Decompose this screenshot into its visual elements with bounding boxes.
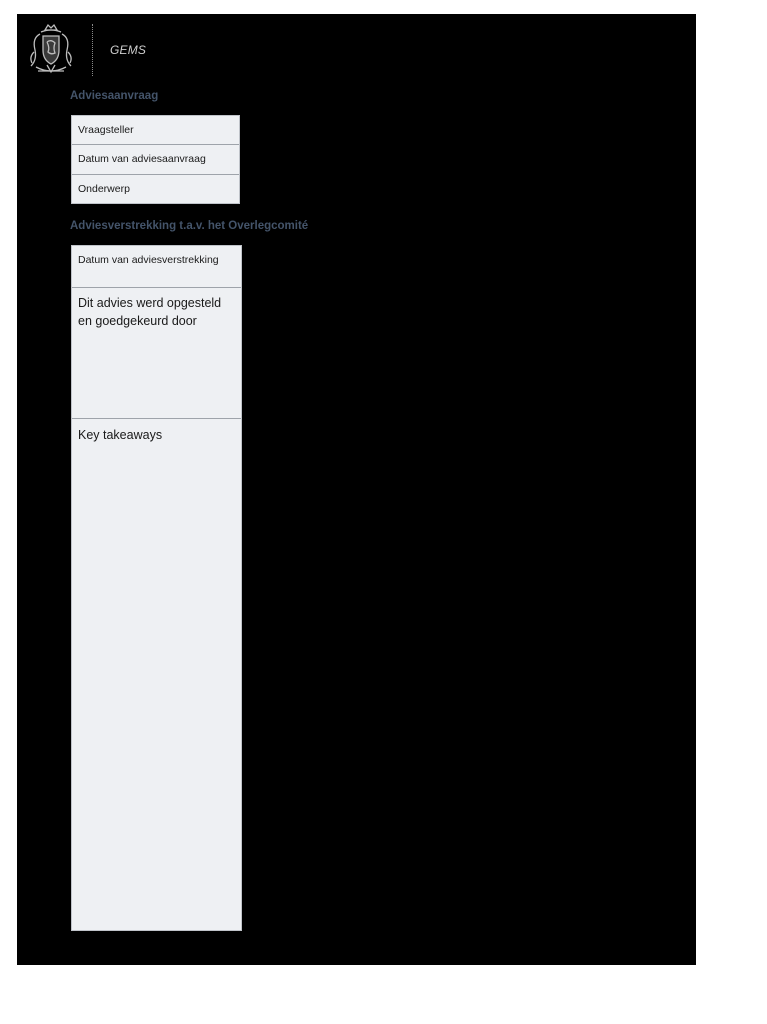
delivery-date-field[interactable]: Datum van adviesverstrekking [72,246,241,288]
request-date-field[interactable]: Datum van adviesaanvraag [72,145,239,174]
delivery-section-heading: Adviesverstrekking t.a.v. het Overlegcomité [70,220,309,232]
request-section-heading: Adviesaanvraag [70,90,159,102]
header-divider [92,24,93,76]
document-page [17,14,696,965]
brand-name: GEMS [110,43,147,57]
delivery-table [71,245,242,931]
belgian-coat-of-arms-icon [26,22,76,78]
approved-by-field[interactable]: Dit advies werd opgesteld en goedgekeurd door [72,288,241,419]
key-takeaways-field[interactable]: Key takeaways [78,428,163,442]
subject-field[interactable]: Onderwerp [78,182,130,195]
requester-field[interactable]: Vraagsteller [72,116,239,145]
request-table [71,115,240,204]
